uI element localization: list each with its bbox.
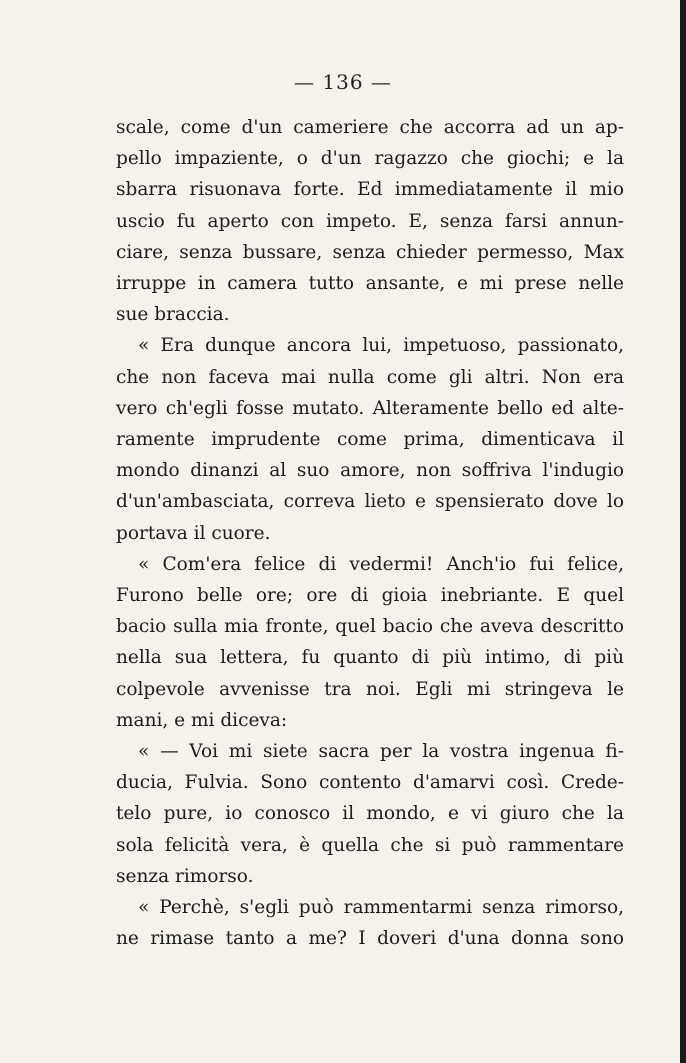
text-line: pello impaziente, o d'un ragazzo che giochi; e la [116,148,624,170]
page-number: — 136 — [294,70,392,94]
text-line: d'un'ambasciata, correva lieto e spensierato dove lo [116,491,624,513]
text-line: mondo dinanzi al suo amore, non soffriva l'indugio [116,460,624,482]
text-line: telo pure, io conosco il mondo, e vi giuro che la [116,803,624,825]
text-line: che non faceva mai nulla come gli altri. Non era [116,366,624,388]
text-line: « — Voi mi siete sacra per la vostra ingenua fi- [138,741,624,763]
text-line: « Era dunque ancora lui, impetuoso, passionato, [138,335,624,357]
text-line: portava il cuore. [116,522,271,544]
text-line: irruppe in camera tutto ansante, e mi prese nelle [116,273,624,295]
text-line: senza rimorso. [116,865,254,887]
text-line: Furono belle ore; ore di gioia inebriante. E quel [116,585,624,607]
text-line: « Com'era felice di vedermi! Anch'io fui felice, [138,553,624,575]
text-line: sola felicità vera, è quella che si può rammentare [116,834,624,856]
text-line: ciare, senza bussare, senza chieder permesso, Max [116,241,624,263]
text-line: bacio sulla mia fronte, quel bacio che aveva descritto [116,616,624,638]
text-line: ramente imprudente come prima, dimenticava il [116,429,624,451]
text-line: nella sua lettera, fu quanto di più intimo, di più [116,647,624,669]
text-line: vero ch'egli fosse mutato. Alteramente bello ed alte- [116,397,624,419]
text-line: sue braccia. [116,304,230,326]
text-line: « Perchè, s'egli può rammentarmi senza rimorso, [138,897,624,919]
body-text [116,112,624,954]
text-line: ducia, Fulvia. Sono contento d'amarvi così. Crede- [116,772,624,794]
text-line: sbarra risuonava forte. Ed immediatamente il mio [116,179,624,201]
text-line: uscio fu aperto con impeto. E, senza farsi annun- [116,210,624,232]
text-line: colpevole avvenisse tra noi. Egli mi stringeva le [116,678,624,700]
text-line: ne rimase tanto a me? I doveri d'una donna sono [116,928,624,950]
text-line: mani, e mi diceva: [116,709,288,731]
page-edge-shadow [680,0,686,1063]
text-line: scale, come d'un cameriere che accorra ad un ap- [116,117,624,138]
